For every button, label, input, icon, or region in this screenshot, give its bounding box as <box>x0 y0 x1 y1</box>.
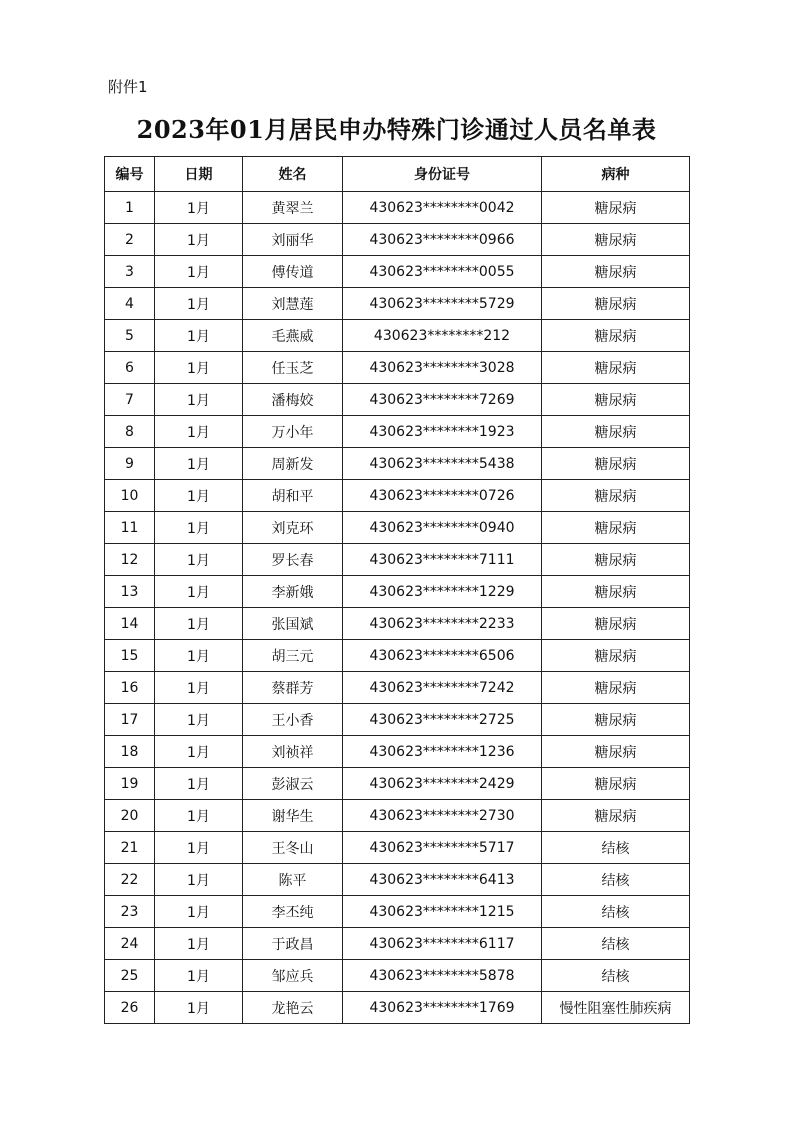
cell-name: 邹应兵 <box>243 960 343 992</box>
cell-disease: 糖尿病 <box>542 800 690 832</box>
cell-date: 1月 <box>155 544 243 576</box>
cell-disease: 结核 <box>542 832 690 864</box>
cell-date: 1月 <box>155 256 243 288</box>
cell-id-number: 430623********1923 <box>343 416 542 448</box>
cell-name: 刘祯祥 <box>243 736 343 768</box>
cell-date: 1月 <box>155 576 243 608</box>
cell-date: 1月 <box>155 352 243 384</box>
cell-name: 黄翠兰 <box>243 192 343 224</box>
table-row <box>105 192 690 224</box>
cell-id-number: 430623********5438 <box>343 448 542 480</box>
cell-id-number: 430623********2429 <box>343 768 542 800</box>
cell-date: 1月 <box>155 480 243 512</box>
cell-name: 龙艳云 <box>243 992 343 1024</box>
cell-id-number: 430623********0055 <box>343 256 542 288</box>
cell-date: 1月 <box>155 320 243 352</box>
cell-id-number: 430623********1236 <box>343 736 542 768</box>
cell-id-number: 430623********0726 <box>343 480 542 512</box>
cell-name: 于政昌 <box>243 928 343 960</box>
cell-disease: 糖尿病 <box>542 384 690 416</box>
table-row <box>105 928 690 960</box>
cell-date: 1月 <box>155 224 243 256</box>
cell-disease: 糖尿病 <box>542 640 690 672</box>
cell-date: 1月 <box>155 896 243 928</box>
cell-date: 1月 <box>155 512 243 544</box>
cell-number: 11 <box>105 512 155 544</box>
cell-name: 蔡群芳 <box>243 672 343 704</box>
cell-id-number: 430623********0042 <box>343 192 542 224</box>
table-row <box>105 544 690 576</box>
cell-id-number: 430623********7269 <box>343 384 542 416</box>
cell-name: 陈平 <box>243 864 343 896</box>
table-row <box>105 320 690 352</box>
cell-number: 16 <box>105 672 155 704</box>
cell-disease: 糖尿病 <box>542 320 690 352</box>
cell-disease: 糖尿病 <box>542 768 690 800</box>
cell-disease: 糖尿病 <box>542 448 690 480</box>
cell-name: 万小年 <box>243 416 343 448</box>
cell-id-number: 430623********5717 <box>343 832 542 864</box>
table-row <box>105 288 690 320</box>
table-row <box>105 384 690 416</box>
cell-name: 谢华生 <box>243 800 343 832</box>
table-row <box>105 608 690 640</box>
table-row <box>105 224 690 256</box>
cell-disease: 糖尿病 <box>542 224 690 256</box>
cell-date: 1月 <box>155 384 243 416</box>
header-disease: 病种 <box>542 157 690 192</box>
cell-date: 1月 <box>155 992 243 1024</box>
cell-id-number: 430623********1215 <box>343 896 542 928</box>
cell-id-number: 430623********2233 <box>343 608 542 640</box>
cell-name: 刘慧莲 <box>243 288 343 320</box>
cell-disease: 糖尿病 <box>542 352 690 384</box>
header-number: 编号 <box>105 157 155 192</box>
cell-disease: 糖尿病 <box>542 704 690 736</box>
cell-disease: 糖尿病 <box>542 480 690 512</box>
cell-number: 25 <box>105 960 155 992</box>
cell-disease: 慢性阻塞性肺疾病 <box>542 992 690 1024</box>
cell-name: 罗长春 <box>243 544 343 576</box>
cell-number: 22 <box>105 864 155 896</box>
table-row <box>105 832 690 864</box>
cell-id-number: 430623********6413 <box>343 864 542 896</box>
cell-name: 任玉芝 <box>243 352 343 384</box>
cell-name: 胡三元 <box>243 640 343 672</box>
cell-number: 14 <box>105 608 155 640</box>
cell-name: 毛燕威 <box>243 320 343 352</box>
table-row <box>105 448 690 480</box>
table-row <box>105 672 690 704</box>
table-row <box>105 640 690 672</box>
cell-name: 刘克环 <box>243 512 343 544</box>
cell-disease: 结核 <box>542 896 690 928</box>
cell-id-number: 430623********5878 <box>343 960 542 992</box>
cell-disease: 糖尿病 <box>542 576 690 608</box>
cell-number: 1 <box>105 192 155 224</box>
cell-disease: 结核 <box>542 928 690 960</box>
cell-disease: 结核 <box>542 960 690 992</box>
cell-id-number: 430623********212 <box>343 320 542 352</box>
cell-id-number: 430623********2725 <box>343 704 542 736</box>
cell-date: 1月 <box>155 800 243 832</box>
cell-disease: 糖尿病 <box>542 512 690 544</box>
table-header-row <box>105 157 690 192</box>
cell-date: 1月 <box>155 288 243 320</box>
cell-disease: 糖尿病 <box>542 192 690 224</box>
cell-date: 1月 <box>155 640 243 672</box>
table-row <box>105 576 690 608</box>
table-row <box>105 480 690 512</box>
cell-disease: 糖尿病 <box>542 544 690 576</box>
cell-name: 彭淑云 <box>243 768 343 800</box>
table-row <box>105 992 690 1024</box>
cell-name: 王小香 <box>243 704 343 736</box>
header-name: 姓名 <box>243 157 343 192</box>
cell-number: 19 <box>105 768 155 800</box>
cell-number: 12 <box>105 544 155 576</box>
cell-number: 20 <box>105 800 155 832</box>
cell-id-number: 430623********0966 <box>343 224 542 256</box>
cell-number: 8 <box>105 416 155 448</box>
cell-date: 1月 <box>155 672 243 704</box>
cell-date: 1月 <box>155 192 243 224</box>
cell-number: 7 <box>105 384 155 416</box>
cell-disease: 糖尿病 <box>542 608 690 640</box>
table-row <box>105 736 690 768</box>
cell-name: 刘丽华 <box>243 224 343 256</box>
cell-id-number: 430623********2730 <box>343 800 542 832</box>
cell-number: 18 <box>105 736 155 768</box>
cell-id-number: 430623********7242 <box>343 672 542 704</box>
cell-number: 13 <box>105 576 155 608</box>
cell-name: 潘梅姣 <box>243 384 343 416</box>
table-row <box>105 512 690 544</box>
cell-id-number: 430623********1769 <box>343 992 542 1024</box>
cell-disease: 糖尿病 <box>542 736 690 768</box>
cell-number: 23 <box>105 896 155 928</box>
cell-date: 1月 <box>155 608 243 640</box>
cell-date: 1月 <box>155 448 243 480</box>
cell-name: 王冬山 <box>243 832 343 864</box>
table-row <box>105 256 690 288</box>
cell-name: 周新发 <box>243 448 343 480</box>
cell-disease: 糖尿病 <box>542 288 690 320</box>
table-row <box>105 768 690 800</box>
cell-number: 6 <box>105 352 155 384</box>
table-row <box>105 800 690 832</box>
cell-date: 1月 <box>155 704 243 736</box>
cell-date: 1月 <box>155 416 243 448</box>
cell-date: 1月 <box>155 768 243 800</box>
cell-id-number: 430623********5729 <box>343 288 542 320</box>
cell-number: 5 <box>105 320 155 352</box>
cell-number: 17 <box>105 704 155 736</box>
cell-id-number: 430623********0940 <box>343 512 542 544</box>
cell-number: 3 <box>105 256 155 288</box>
header-id-number: 身份证号 <box>343 157 542 192</box>
cell-name: 胡和平 <box>243 480 343 512</box>
page-title: 2023年01月居民申办特殊门诊通过人员名单表 <box>136 115 657 144</box>
table-row <box>105 960 690 992</box>
cell-id-number: 430623********6506 <box>343 640 542 672</box>
cell-id-number: 430623********3028 <box>343 352 542 384</box>
cell-id-number: 430623********1229 <box>343 576 542 608</box>
cell-name: 傅传道 <box>243 256 343 288</box>
cell-id-number: 430623********6117 <box>343 928 542 960</box>
cell-number: 15 <box>105 640 155 672</box>
table-row <box>105 352 690 384</box>
table-row <box>105 704 690 736</box>
approved-list-table <box>104 156 690 1024</box>
header-date: 日期 <box>155 157 243 192</box>
cell-name: 李丕纯 <box>243 896 343 928</box>
cell-number: 9 <box>105 448 155 480</box>
cell-number: 4 <box>105 288 155 320</box>
table-row <box>105 416 690 448</box>
cell-date: 1月 <box>155 736 243 768</box>
cell-number: 10 <box>105 480 155 512</box>
cell-id-number: 430623********7111 <box>343 544 542 576</box>
cell-name: 李新娥 <box>243 576 343 608</box>
cell-date: 1月 <box>155 832 243 864</box>
cell-number: 2 <box>105 224 155 256</box>
cell-date: 1月 <box>155 928 243 960</box>
cell-name: 张国斌 <box>243 608 343 640</box>
cell-number: 21 <box>105 832 155 864</box>
cell-disease: 糖尿病 <box>542 256 690 288</box>
table-row <box>105 896 690 928</box>
cell-disease: 糖尿病 <box>542 416 690 448</box>
cell-number: 24 <box>105 928 155 960</box>
cell-disease: 结核 <box>542 864 690 896</box>
cell-date: 1月 <box>155 960 243 992</box>
attachment-label: 附件1 <box>108 78 148 96</box>
cell-number: 26 <box>105 992 155 1024</box>
cell-date: 1月 <box>155 864 243 896</box>
cell-disease: 糖尿病 <box>542 672 690 704</box>
table-row <box>105 864 690 896</box>
